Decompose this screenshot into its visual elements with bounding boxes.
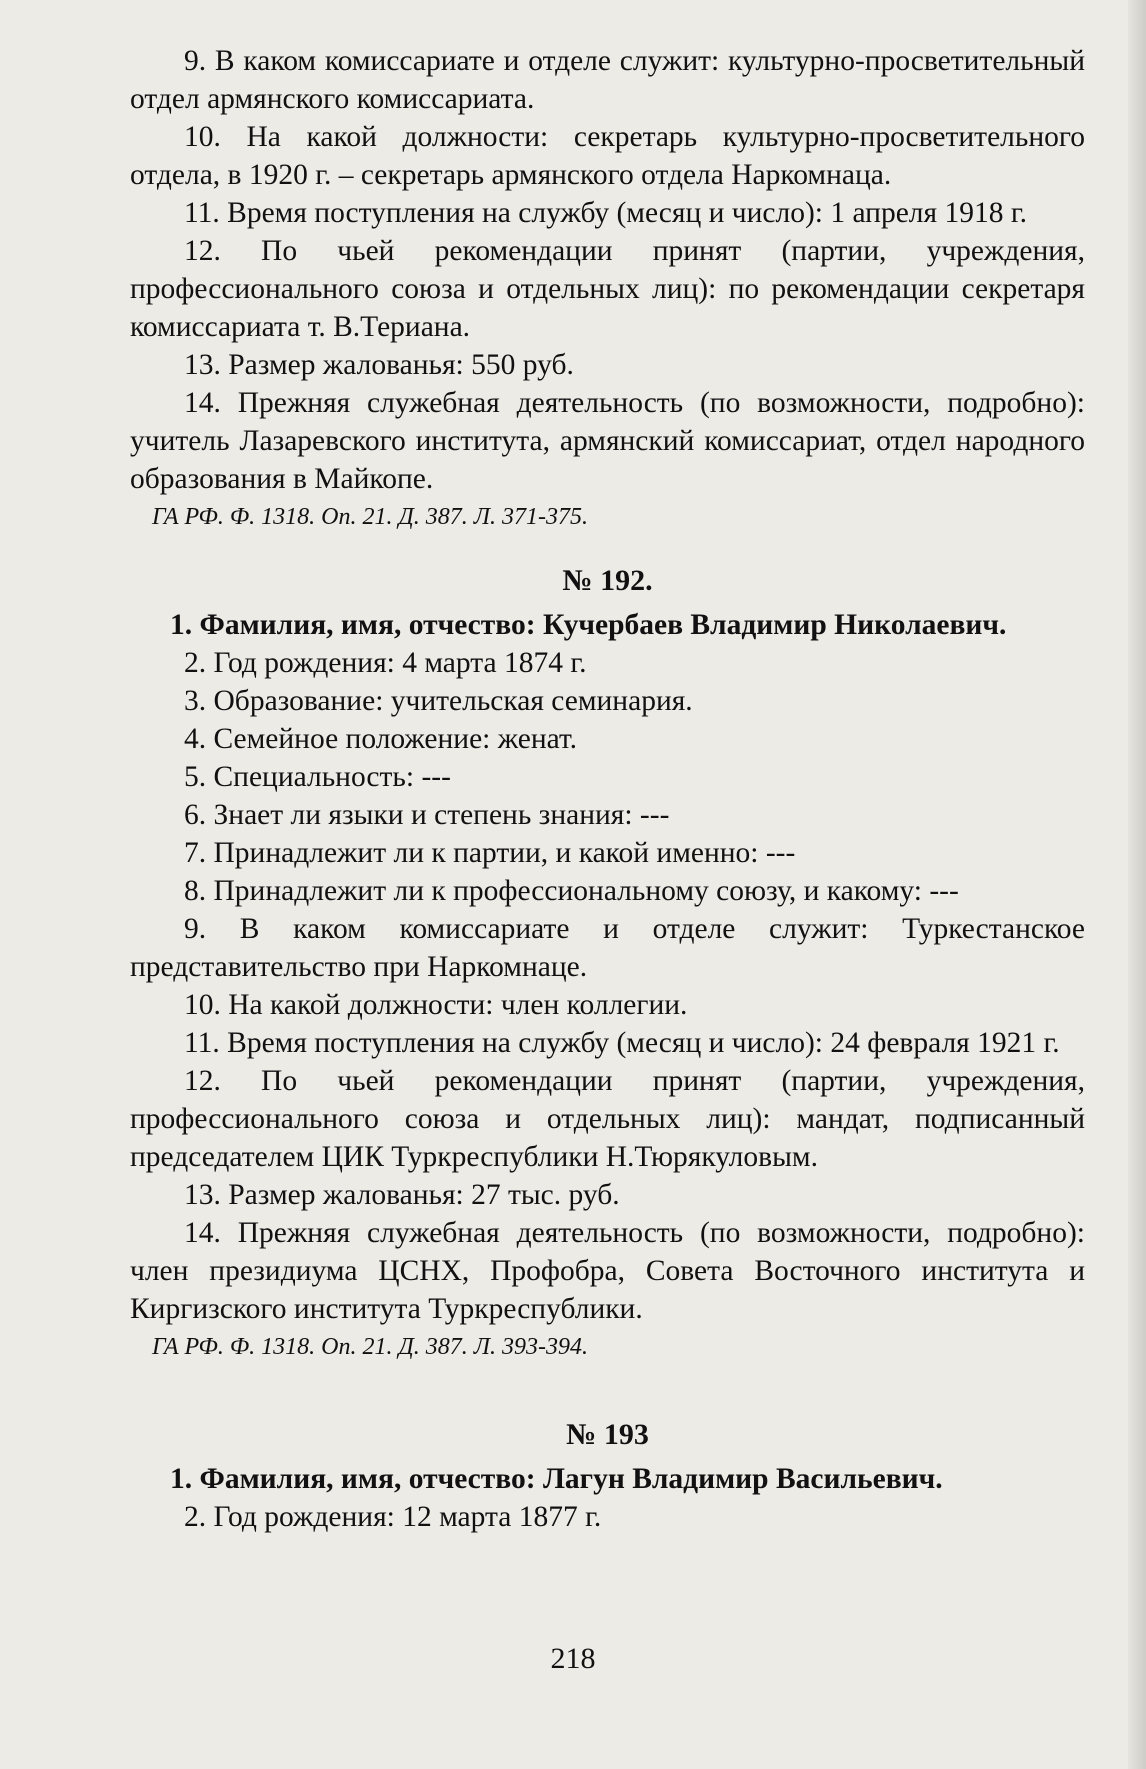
record191-item14: 14. Прежняя служебная деятельность (по возможности, подробно): учитель Лазаревского института, армянский комиссариат, отдел народного образования в Майкопе. <box>130 387 1085 495</box>
record192-item4: 4. Семейное положение: женат. <box>184 723 578 755</box>
record191-item9: 9. В каком комиссариате и отделе служит: культурно-просветительный отдел армянского комиссариата. <box>130 45 1085 115</box>
record192-item13: 13. Размер жалованья: 27 тыс. руб. <box>184 1179 620 1211</box>
record193-heading: № 193 <box>566 1418 649 1451</box>
record192-item12: 12. По чьей рекомендации принят (партии, учреждения, профессионального союза и отдельных лиц): мандат, подписанный председателем ЦИК Туркреспублики Н.Тюрякуловым. <box>130 1065 1085 1173</box>
record192-item7: 7. Принадлежит ли к партии, и какой именно: --- <box>184 837 796 869</box>
record191-item11: 11. Время поступления на службу (месяц и число): 1 апреля 1918 г. <box>184 197 1027 229</box>
record192-citation: ГА РФ. Ф. 1318. Оп. 21. Д. 387. Л. 393-394. <box>152 1334 588 1360</box>
record192-item9: 9. В каком комиссариате и отделе служит: Туркестанское представительство при Наркомнаце. <box>130 913 1085 983</box>
record192-item11: 11. Время поступления на службу (месяц и число): 24 февраля 1921 г. <box>184 1027 1060 1059</box>
record192-item14: 14. Прежняя служебная деятельность (по возможности, подробно): член президиума ЦСНХ, Профобра, Совета Восточного института и Киргизского института Туркреспублики. <box>130 1217 1085 1325</box>
record192-item5: 5. Специальность: --- <box>184 761 451 793</box>
record192-item2: 2. Год рождения: 4 марта 1874 г. <box>184 647 587 679</box>
page-edge-shadow <box>1128 0 1146 1769</box>
record193-item2: 2. Год рождения: 12 марта 1877 г. <box>184 1501 602 1533</box>
record192-heading: № 192. <box>562 564 653 597</box>
record193-item1-name: 1. Фамилия, имя, отчество: Лагун Владимир Васильевич. <box>170 1463 943 1495</box>
record191-item13: 13. Размер жалованья: 550 руб. <box>184 349 574 381</box>
record191-item12: 12. По чьей рекомендации принят (партии, учреждения, профессионального союза и отдельных лиц): по рекомендации секретаря комиссариата т. В.Териана. <box>130 235 1085 343</box>
record192-item3: 3. Образование: учительская семинария. <box>184 685 693 717</box>
record192-item6: 6. Знает ли языки и степень знания: --- <box>184 799 670 831</box>
page-text-block <box>130 42 1085 1536</box>
record192-item10: 10. На какой должности: член коллегии. <box>184 989 688 1021</box>
record191-item10: 10. На какой должности: секретарь культурно-просветительного отдела, в 1920 г. – секретарь армянского отдела Наркомнаца. <box>130 121 1085 191</box>
record191-citation: ГА РФ. Ф. 1318. Оп. 21. Д. 387. Л. 371-375. <box>152 504 588 530</box>
record192-item1-name: 1. Фамилия, имя, отчество: Кучербаев Владимир Николаевич. <box>170 609 1007 641</box>
page-number: 218 <box>550 1642 596 1675</box>
record192-item8: 8. Принадлежит ли к профессиональному союзу, и какому: --- <box>184 875 959 907</box>
